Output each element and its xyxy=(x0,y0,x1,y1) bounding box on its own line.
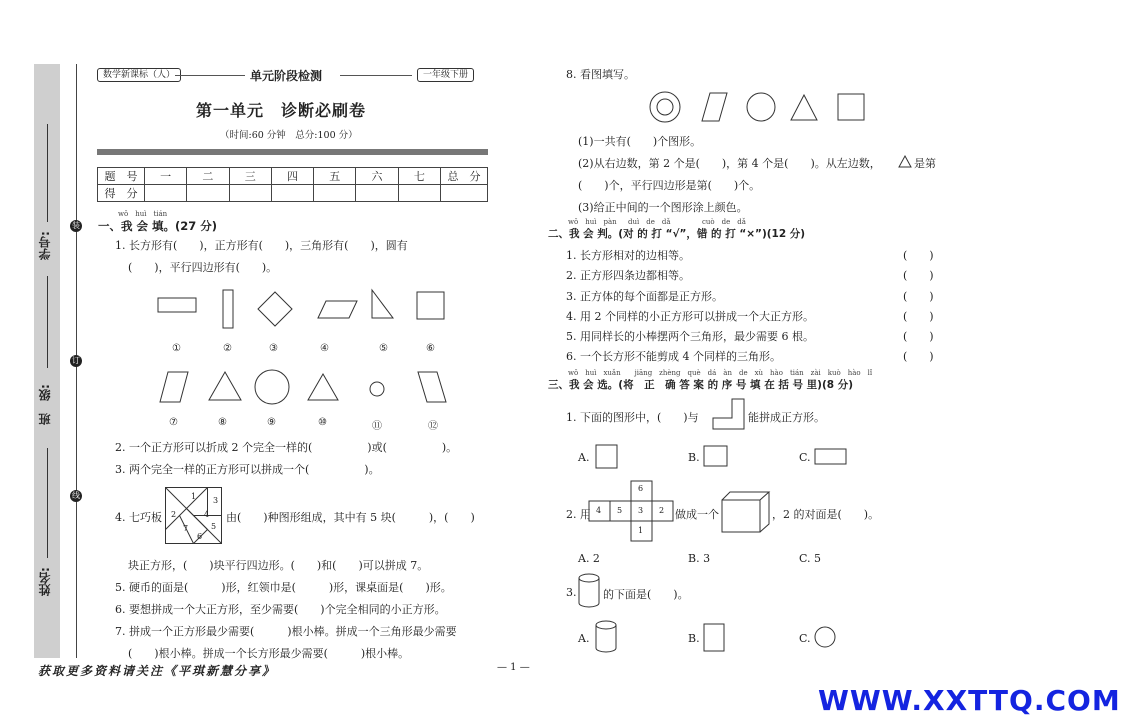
sec1-pinyin: wǒ huì tián xyxy=(118,210,168,218)
sec3-title: 三、我 会 选。(将 正 确 答 案 的 序 号 填 在 括 号 里)(8 分) xyxy=(548,379,854,391)
shape-label: ⑫ xyxy=(428,421,438,432)
shape-label: ⑧ xyxy=(218,417,227,428)
q3-option-b-rectangle[interactable] xyxy=(703,623,727,653)
sec2-title: 二、我 会 判。(对 的 打 “√”，错 的 打 “×”)(12 分) xyxy=(548,228,806,240)
shape-label: ⑥ xyxy=(426,343,435,354)
q8-square xyxy=(838,94,864,120)
sec1-q7-line1: 7. 拼成一个正方形最少需要( )根小棒。拼成一个三角形最少需要 xyxy=(115,625,457,638)
score-input[interactable] xyxy=(356,185,398,202)
score-input[interactable] xyxy=(441,185,488,202)
score-table xyxy=(97,167,488,202)
score-input[interactable] xyxy=(271,185,313,202)
header-divider xyxy=(97,149,488,155)
score-cell: 三 xyxy=(229,168,271,185)
judge-answer-paren[interactable]: ( ) xyxy=(903,249,934,262)
score-input[interactable] xyxy=(229,185,271,202)
tangram-num: 5 xyxy=(211,522,217,531)
sec3-q2-suffix: ，2 的对面是( )。 xyxy=(772,508,880,521)
sec1-q6: 6. 要想拼成一个大正方形，至少需要( )个完全相同的小正方形。 xyxy=(115,603,446,616)
q1-option-c-shape[interactable] xyxy=(814,448,848,466)
score-input[interactable] xyxy=(398,185,440,202)
sec3-pinyin: wǒ huì xuǎn jiāng zhèng què dá àn de xù hào tián zài kuò hào lǐ xyxy=(568,369,873,377)
q8-title: 8. 看图填写。 xyxy=(566,68,635,81)
page-number: — 1 — xyxy=(497,662,530,673)
sec1-q3: 3. 两个完全一样的正方形可以拼成一个( )。 xyxy=(115,463,380,476)
shape-square xyxy=(417,292,444,319)
shape-label: ② xyxy=(223,343,232,354)
shape-triangle xyxy=(209,372,241,400)
score-cell: 二 xyxy=(187,168,229,185)
tangram-num: 2 xyxy=(171,510,177,519)
sec1-q4-line2: 块正方形，( )块平行四边形。( )和( )可以拼成 7。 xyxy=(128,559,429,572)
name-write-line xyxy=(47,448,48,558)
class-label: 班 级: xyxy=(38,384,52,426)
net-face-num: 1 xyxy=(638,526,644,535)
score-cell: 四 xyxy=(271,168,313,185)
shape-triangle-2 xyxy=(308,374,338,400)
footer-note: 获取更多资料请关注《平琪新慧分享》 xyxy=(38,664,277,678)
q3-option-a-cylinder[interactable] xyxy=(594,620,618,654)
judge-answer-paren[interactable]: ( ) xyxy=(903,330,934,343)
tangram-num: 6 xyxy=(197,532,203,541)
binding-dot-1: 装 xyxy=(72,221,80,230)
class-write-line xyxy=(47,276,48,368)
q1-option-a-label: A. xyxy=(578,451,590,464)
sec1-title: 一、我 会 填。(27 分) xyxy=(98,219,218,233)
sec1-q4-line1: 由( )种图形组成，其中有 5 块( )，( ) xyxy=(226,511,475,524)
q8-ring-outer xyxy=(650,92,680,122)
q8-inline-triangle-icon xyxy=(898,155,912,168)
score-cell: 得 分 xyxy=(98,185,145,202)
sec2-pinyin: wǒ huì pàn xyxy=(568,218,617,226)
site-watermark: WWW.XXTTQ.COM xyxy=(818,684,1121,717)
q8-shapes xyxy=(648,90,878,126)
banner-rule-right xyxy=(340,75,412,76)
sec1-q1-line2: ( )，平行四边形有( )。 xyxy=(128,261,278,274)
sec2-pinyin: duì de dǎ xyxy=(628,218,671,226)
shapes-row-2 xyxy=(150,366,460,416)
exam-meta: （时间:60 分钟 总分:100 分） xyxy=(220,130,358,141)
sec3-q1-suffix: 能拼成正方形。 xyxy=(748,411,825,424)
sec3-q2-text: 2. 用 xyxy=(566,508,591,521)
judge-answer-paren[interactable]: ( ) xyxy=(903,350,934,363)
tangram-num: 4 xyxy=(204,510,210,519)
shape-right-triangle xyxy=(372,290,393,318)
sec3-q3-text: 3. xyxy=(566,586,577,599)
q8-sub2-suffix: 是第 xyxy=(914,157,936,170)
score-cell: 五 xyxy=(314,168,356,185)
q8-sub1: (1)一共有( )个图形。 xyxy=(578,135,702,148)
id-write-line xyxy=(47,124,48,222)
q8-triangle xyxy=(791,95,817,120)
shape-label: ⑦ xyxy=(169,417,178,428)
binding-dot-3: 线 xyxy=(72,491,80,500)
grade-tag: 一年级下册 xyxy=(417,68,474,82)
net-face-num: 6 xyxy=(638,484,644,493)
net-face-num: 4 xyxy=(596,506,602,515)
net-face-num: 3 xyxy=(638,506,644,515)
shape-tall-rectangle xyxy=(223,290,233,328)
judge-answer-paren[interactable]: ( ) xyxy=(903,269,934,282)
banner-rule-left xyxy=(175,75,245,76)
sec2-pinyin: cuò de dǎ xyxy=(702,218,746,226)
sec2-item: 1. 长方形相对的边相等。 xyxy=(566,249,690,262)
shapes-row-1 xyxy=(150,286,460,336)
sec1-q4-label: 4. 七巧板 xyxy=(115,511,162,524)
q1-option-c-label: C. xyxy=(799,451,811,464)
q8-sub3: (3)给正中间的一个图形涂上颜色。 xyxy=(578,201,748,214)
student-id-label: 学号: xyxy=(38,231,52,261)
subject-tag: 数学新课标（人） xyxy=(97,68,181,82)
sec3-q1-lshape xyxy=(712,398,746,430)
page-title: 第一单元 诊断必刷卷 xyxy=(196,101,367,120)
cube-icon xyxy=(721,491,771,533)
q1-option-a-shape[interactable] xyxy=(595,444,619,470)
score-table-score-row xyxy=(98,185,488,202)
sec1-q2: 2. 一个正方形可以折成 2 个完全一样的( )或( )。 xyxy=(115,441,458,454)
sec3-q2-mid: 做成一个 xyxy=(675,508,719,521)
sec2-item: 2. 正方形四条边都相等。 xyxy=(566,269,690,282)
shape-label: ⑩ xyxy=(318,417,327,428)
score-input[interactable] xyxy=(187,185,229,202)
score-input[interactable] xyxy=(145,185,187,202)
sec2-item: 3. 正方体的每个面都是正方形。 xyxy=(566,290,723,303)
sec1-q1-line1: 1. 长方形有( )，正方形有( )，三角形有( )，圆有 xyxy=(115,239,408,252)
sec2-item: 5. 用同样长的小棒摆两个三角形，最少需要 6 根。 xyxy=(566,330,814,343)
score-input[interactable] xyxy=(314,185,356,202)
score-cell: 七 xyxy=(398,168,440,185)
net-face-num: 5 xyxy=(617,506,623,515)
q8-sub2-line2: ( )个，平行四边形是第( )个。 xyxy=(578,179,761,192)
cylinder-icon xyxy=(577,573,601,609)
shape-label: ⑨ xyxy=(267,417,276,428)
q8-circle xyxy=(747,93,775,121)
score-cell: 一 xyxy=(145,168,187,185)
sec1-q7-line2: ( )根小棒。拼成一个长方形最少需要( )根小棒。 xyxy=(128,647,410,660)
shape-tilted-parallelogram xyxy=(160,372,188,402)
name-label: 姓名: xyxy=(38,567,52,597)
score-table-header-row xyxy=(98,168,488,185)
q1-option-b-shape[interactable] xyxy=(703,445,729,469)
q1-option-b-label: B. xyxy=(688,451,700,464)
score-cell: 题 号 xyxy=(98,168,145,185)
q3-option-c-label: C. xyxy=(799,632,811,645)
q3-option-a-label: A. xyxy=(578,632,590,645)
q3-option-b-label: B. xyxy=(688,632,700,645)
q3-option-c-circle[interactable] xyxy=(814,626,838,650)
shape-parallelogram xyxy=(318,301,357,318)
sec3-q3-suffix: 的下面是( )。 xyxy=(603,588,689,601)
shape-label: ⑤ xyxy=(379,343,388,354)
shape-tilted-parallelogram-2 xyxy=(418,372,446,402)
q8-ring-inner xyxy=(657,99,673,115)
judge-answer-paren[interactable]: ( ) xyxy=(903,310,934,323)
sec3-q1-text: 1. 下面的图形中，( )与 xyxy=(566,411,699,424)
shape-label: ③ xyxy=(269,343,278,354)
shape-rectangle xyxy=(158,298,196,312)
banner-title: 单元阶段检测 xyxy=(250,69,323,83)
q2-option-b[interactable]: B. 3 xyxy=(688,552,711,565)
sec2-item: 6. 一个长方形不能剪成 4 个同样的三角形。 xyxy=(566,350,781,363)
score-cell: 六 xyxy=(356,168,398,185)
q2-option-a[interactable]: A. 2 xyxy=(578,552,600,565)
q8-parallelogram xyxy=(702,93,727,121)
tangram-num: 7 xyxy=(183,524,189,533)
tangram-num: 3 xyxy=(213,496,219,505)
sec2-item: 4. 用 2 个同样的小正方形可以拼成一个大正方形。 xyxy=(566,310,814,323)
shape-label: ④ xyxy=(320,343,329,354)
net-face-num: 2 xyxy=(659,506,665,515)
binding-dot-2: 订 xyxy=(72,356,80,365)
score-cell: 总 分 xyxy=(441,168,488,185)
q2-option-c[interactable]: C. 5 xyxy=(799,552,822,565)
shape-diamond xyxy=(258,292,292,326)
shape-label: ① xyxy=(172,343,181,354)
shape-small-circle xyxy=(370,382,384,396)
judge-answer-paren[interactable]: ( ) xyxy=(903,290,934,303)
shape-label: ⑪ xyxy=(372,421,382,432)
tangram-num: 1 xyxy=(191,492,197,501)
shape-large-circle xyxy=(255,370,289,404)
q8-sub2-line1: (2)从右边数，第 2 个是( )，第 4 个是( )。从左边数， xyxy=(578,157,881,170)
sec1-q5: 5. 硬币的面是( )形，红领巾是( )形，课桌面是( )形。 xyxy=(115,581,452,594)
